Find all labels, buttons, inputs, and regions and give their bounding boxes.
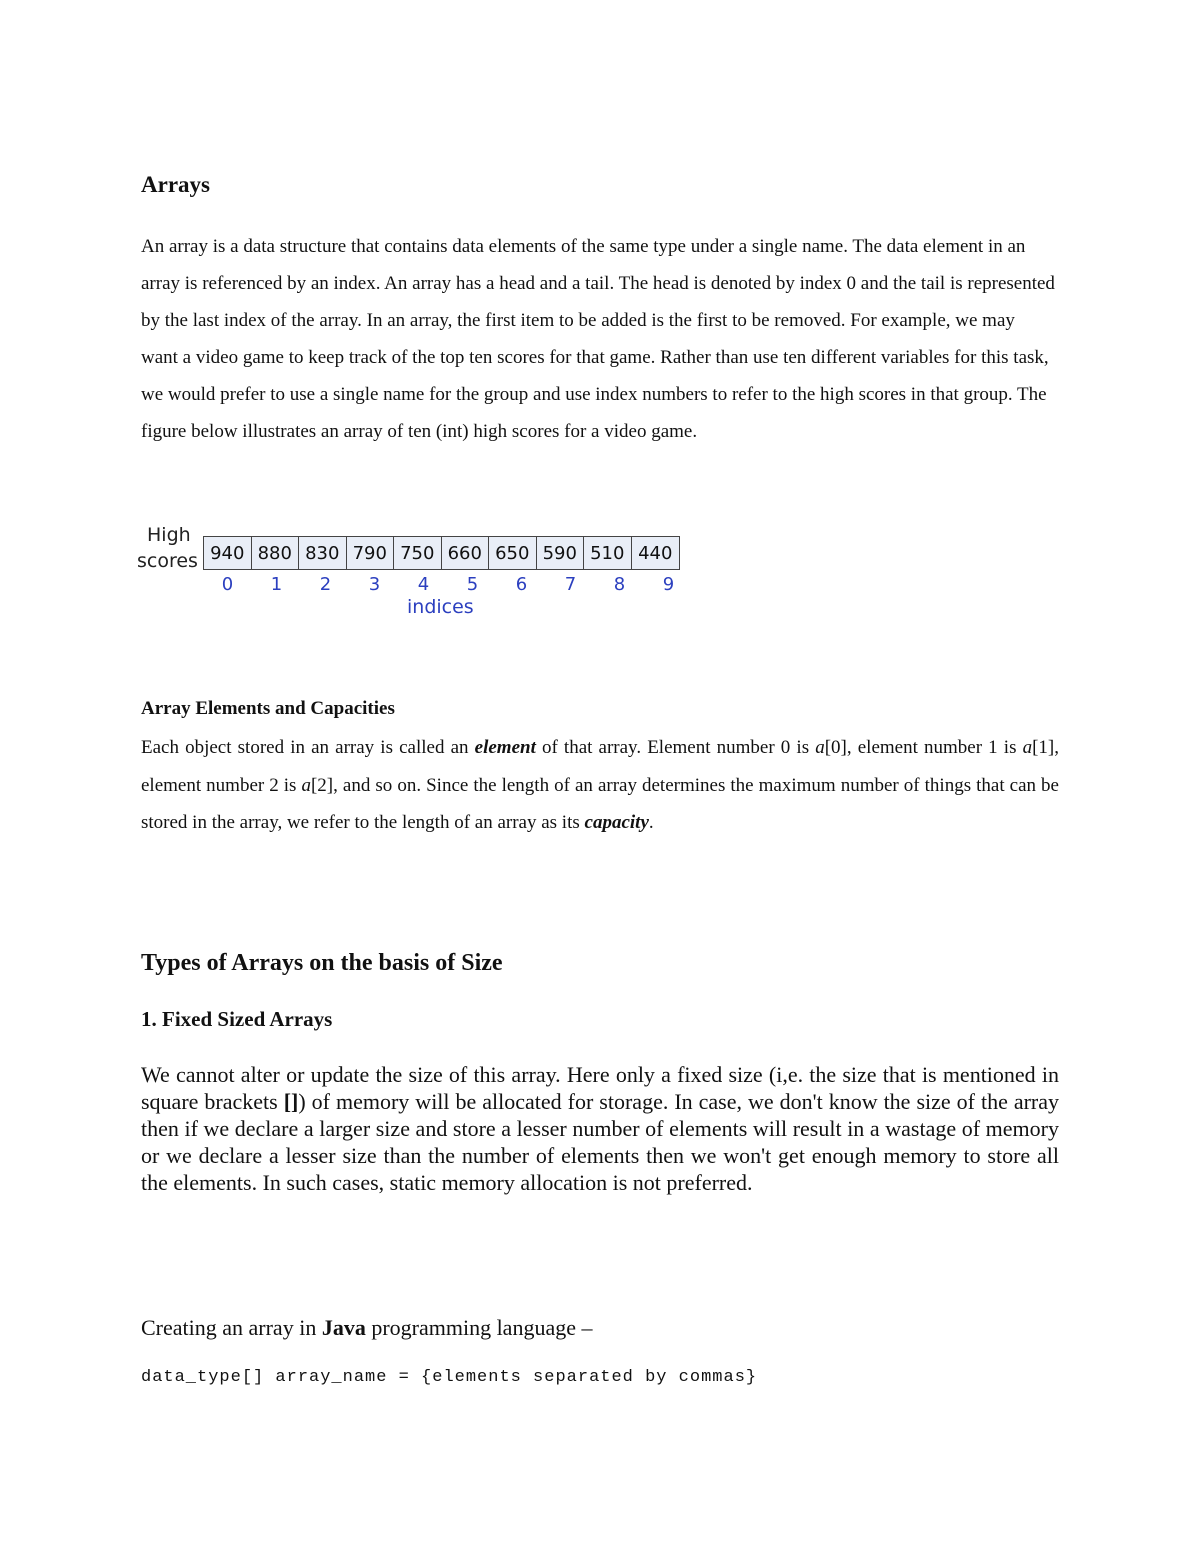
text-segment: ) of memory will be allocated for storage. In case, we don't know the size of the array then if we declare a larger size and store a lesser number of elements will result in a wastage of memory or we declare a lesser size than the number of elements then we won't get enough memory to store all the elements. In such cases, static memory allocation is not preferred. (141, 1089, 1060, 1195)
square-brackets: [] (283, 1089, 299, 1114)
term-java: Java (321, 1315, 366, 1340)
paragraph-elements (141, 729, 1059, 842)
term-element: element (474, 737, 536, 758)
array-index: 1 (270, 574, 283, 595)
array-index: 2 (319, 574, 332, 595)
figure-label-high: High (147, 524, 191, 546)
array-cell: 790 (347, 537, 395, 569)
text-segment: We cannot alter or update the size of this array. Here only a fixed size (i,e. the size that is mentioned in square brackets (141, 1062, 1059, 1114)
array-index: 6 (515, 574, 528, 595)
indices-label: indices (407, 596, 474, 618)
text-segment: [0], element number 1 is (824, 737, 1023, 758)
array-index: 5 (466, 574, 479, 595)
var-a: a (815, 737, 825, 758)
paragraph-java-intro (141, 1315, 592, 1341)
array-cell: 660 (442, 537, 490, 569)
paragraph-fixed-arrays (141, 1061, 1059, 1196)
array-index: 9 (662, 574, 675, 595)
heading-fixed-sized-arrays: 1. Fixed Sized Arrays (141, 1007, 333, 1031)
text-segment: of that array. Element number 0 is (535, 737, 816, 758)
array-index: 7 (564, 574, 577, 595)
text-segment: programming language – (365, 1315, 593, 1340)
array-cell: 590 (537, 537, 585, 569)
heading-array-elements: Array Elements and Capacities (141, 698, 395, 719)
code-snippet: data_type[] array_name = {elements separated by commas} (141, 1368, 758, 1387)
array-index: 8 (613, 574, 626, 595)
text-segment: [2], and so on. Since the length of an array determines the maximum number of things that can be stored in the array, we refer to the length of an array as its (141, 774, 1059, 833)
array-indices (203, 574, 693, 595)
figure-label-scores: scores (137, 550, 198, 572)
array-cells (203, 536, 680, 570)
text-segment: Each object stored in an array is called an (141, 737, 475, 758)
high-scores-figure (137, 524, 697, 624)
var-a: a (1022, 737, 1033, 758)
array-cell: 650 (489, 537, 537, 569)
array-cell: 830 (299, 537, 347, 569)
array-index: 0 (221, 574, 234, 595)
array-index: 3 (368, 574, 381, 595)
array-cell: 750 (394, 537, 442, 569)
text-segment: Creating an array in (141, 1315, 322, 1340)
paragraph-array-intro: An array is a data structure that contains data elements of the same type under a single name. The data element in an array is referenced by an index. An array has a head and a tail. The head is denoted by index 0 and the tail is represented by the last index of the array. In an array, the first item to be added is the first to be removed. For example, we may want a video game to keep track of the top ten scores for that game. Rather than use ten different variables for this task, we would prefer to use a single name for the group and use index numbers to refer to the high scores in that group. The figure below illustrates an array of ten (int) high scores for a video game. (141, 236, 1055, 442)
text-segment: [1], element number 2 is (141, 737, 1059, 796)
array-cell: 880 (252, 537, 300, 569)
array-cell: 940 (204, 537, 252, 569)
array-cell: 440 (632, 537, 680, 569)
text-segment: . (648, 812, 654, 833)
var-a: a (301, 774, 311, 796)
term-capacity: capacity (584, 812, 649, 833)
heading-arrays: Arrays (141, 172, 210, 197)
heading-types-of-arrays: Types of Arrays on the basis of Size (141, 950, 503, 976)
array-cell: 510 (584, 537, 632, 569)
array-index: 4 (417, 574, 430, 595)
